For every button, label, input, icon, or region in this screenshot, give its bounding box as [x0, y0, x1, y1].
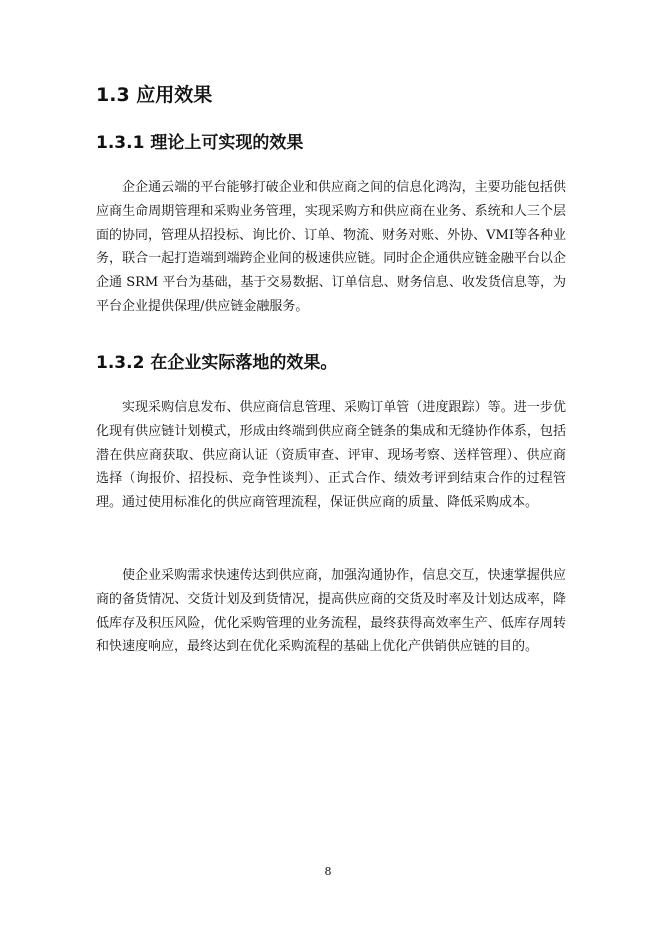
- paragraph-practical-effects-2: 使企业采购需求快速传达到供应商，加强沟通协作，信息交互，快速掌握供应商的备货情况、交货计划及到货情况，提高供应商的交货及时率及计划达成率，降低库存及积压风险，优化采购管理的业务流程，最终获得高效率生产、低库存周转和快速度响应，最终达到在优化采购流程的基础上优化产供销供应链的目的。: [96, 568, 566, 655]
- section-heading-1-3: 1.3 应用效果: [96, 84, 213, 106]
- page-number: 8: [324, 865, 332, 878]
- subsection-heading-1-3-1: 1.3.1 理论上可实现的效果: [96, 133, 304, 153]
- paragraph-practical-effects-1: 实现采购信息发布、供应商信息管理、采购订单管（进度跟踪）等。进一步优化现有供应链计划模式，形成由终端到供应商全链条的集成和无缝协作体系，包括潜在供应商获取、供应商认证（资质审查、评审、现场考察、送样管理）、供应商选择（询报价、招投标、竞争性谈判）、正式合作、绩效考评到结束合作的过程管理。通过使用标准化的供应商管理流程，保证供应商的质量、降低采购成本。: [96, 400, 566, 511]
- paragraph-theoretical-effects: 企企通云端的平台能够打破企业和供应商之间的信息化鸿沟，主要功能包括供应商生命周期管理和采购业务管理，实现采购方和供应商在业务、系统和人三个层面的协同，管理从招投标、询比价、订单、物流、财务对账、外协、VMI等各种业务，联合一起打造端到端跨企业间的极速供应链。同时企企通供应链金融平台以企企通 SRM 平台为基础，基于交易数据、订单信息、财务信息、收发货信息等，为平台企业提供保理/供应链金融服务。: [96, 180, 566, 314]
- subsection-heading-1-3-2: 1.3.2 在企业实际落地的效果。: [96, 353, 338, 373]
